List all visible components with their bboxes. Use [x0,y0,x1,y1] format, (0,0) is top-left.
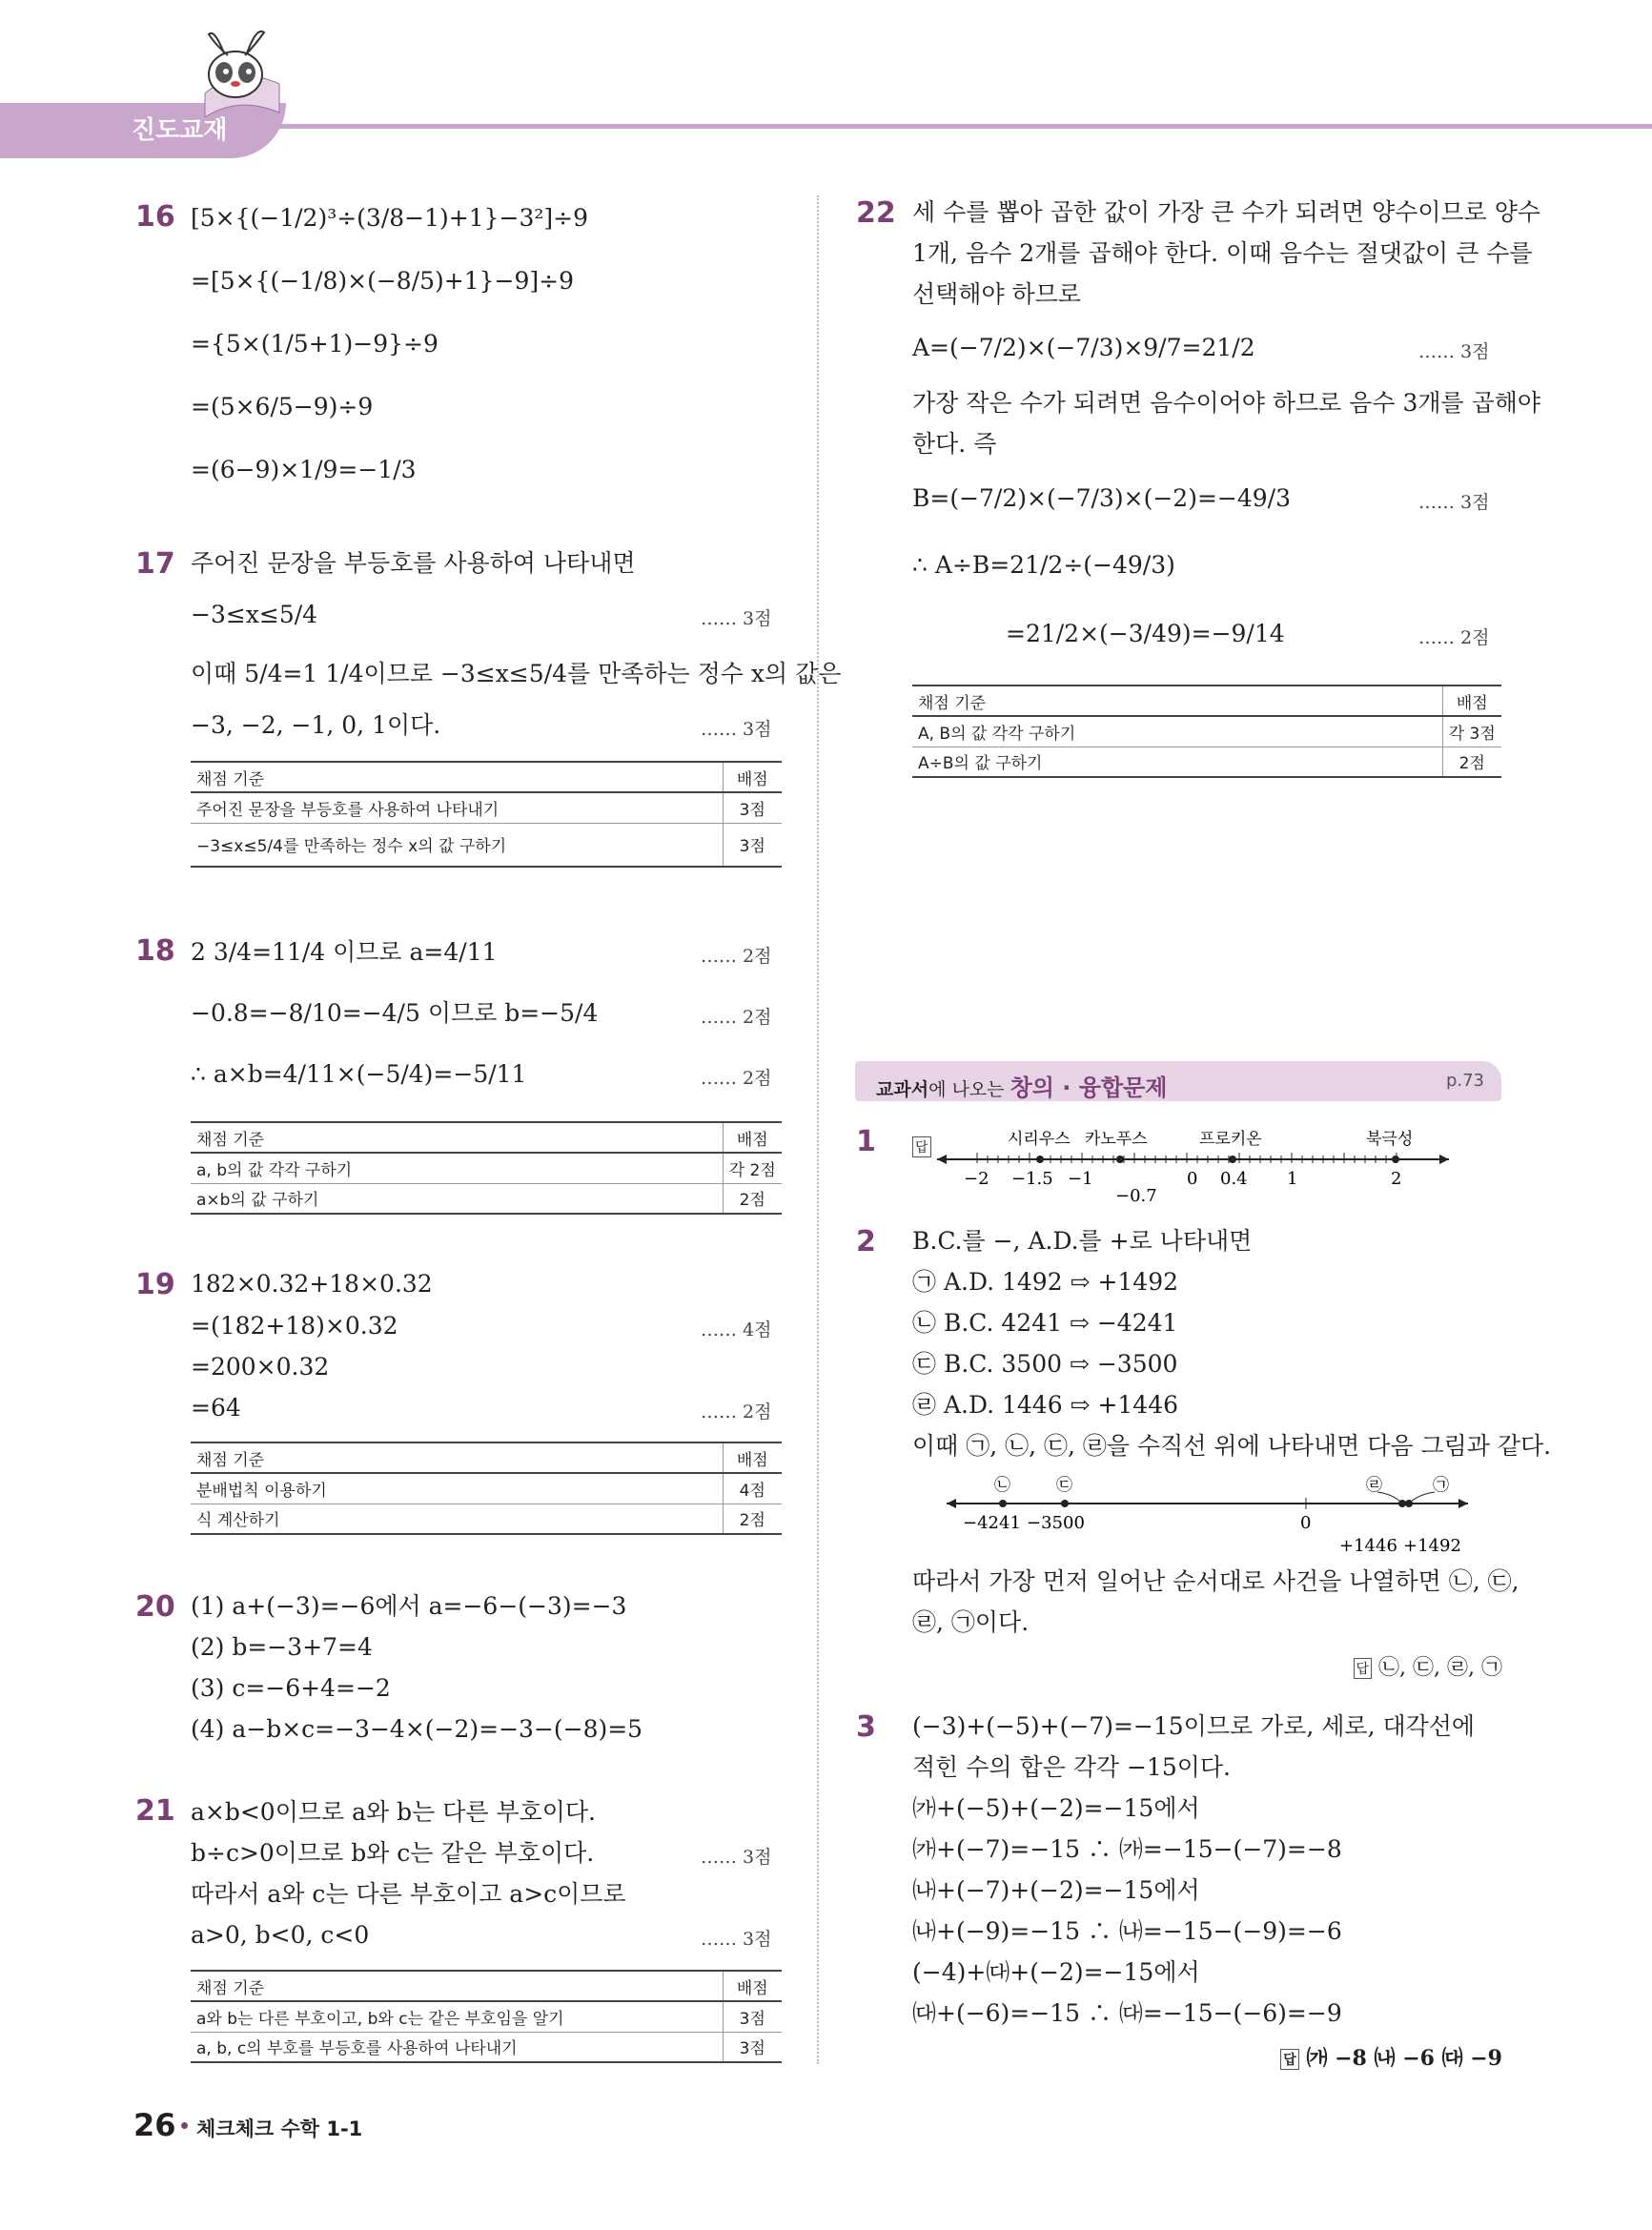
solution-line: A=(−7/2)×(−7/3)×9/7=21/2 [912,334,1255,361]
solution-line: (−3)+(−5)+(−7)=−15이므로 가로, 세로, 대각선에 [912,1712,1476,1740]
points: …… 2점 [701,1007,772,1028]
solution-line: =[5×{(−1/8)×(−8/5)+1}−9]÷9 [191,267,575,295]
label-polaris: 북극성 [1366,1130,1414,1149]
solution-line: ㈎+(−7)=−15 ∴ ㈎=−15−(−7)=−8 [912,1835,1342,1863]
table-cell: −3≤x≤5/4를 만족하는 정수 x의 값 구하기 [191,823,723,867]
tick-m1: −1 [1068,1169,1093,1189]
solution-line: 182×0.32+18×0.32 [191,1270,433,1298]
solution-line: (4) a−b×c=−3−4×(−2)=−3−(−8)=5 [191,1715,643,1743]
table-cell: 분배법칙 이용하기 [191,1473,723,1504]
table-cell: 각 3점 [1442,716,1501,747]
solution-line: (2) b=−3+7=4 [191,1633,373,1661]
section-banner [855,1061,1501,1101]
table-header: 채점 기준 [191,1122,723,1153]
solution-line: 이때 ㉠, ㉡, ㉢, ㉣을 수직선 위에 나타내면 다음 그림과 같다. [912,1432,1552,1460]
footer-bullet [181,2122,188,2129]
points: …… 3점 [1418,341,1490,362]
solution-line: −0.8=−8/10=−4/5 이므로 b=−5/4 [191,999,599,1027]
solution-line: ㈎+(−5)+(−2)=−15에서 [912,1794,1200,1822]
table-cell: 4점 [723,1473,782,1504]
section-pre: 교과서 [876,1079,929,1100]
table-header: 배점 [723,762,782,792]
table-cell: 각 2점 [723,1153,782,1183]
solution-line: −3≤x≤5/4 [191,601,318,628]
val-0: 0 [1300,1513,1312,1533]
points: …… 3점 [701,608,772,629]
val-4241: −4241 [963,1513,1021,1533]
point-procyon [1229,1156,1236,1163]
solution-line: a>0, b<0, c<0 [191,1921,370,1949]
problem-number: 18 [135,934,175,968]
solution-line: 이때 5/4=1 1/4이므로 −3≤x≤5/4를 만족하는 정수 x의 값은 [191,660,842,687]
table-header: 채점 기준 [191,1442,723,1473]
number-line-q2 [939,1473,1473,1559]
mark-4: ㉣ [1366,1476,1382,1495]
solution-line: (3) c=−6+4=−2 [191,1674,391,1702]
answer-label: 답 [912,1136,931,1157]
table-cell: A÷B의 값 구하기 [912,747,1442,777]
tick-m2: −2 [964,1169,989,1189]
table-header: 채점 기준 [191,1971,723,2001]
val-1446: +1446 [1339,1536,1397,1556]
grading-table [191,1970,782,2063]
label-sirius: 시리우스 [1008,1130,1071,1149]
solution-line: a×b<0이므로 a와 b는 다른 부호이다. [191,1798,597,1826]
solution-line: =200×0.32 [191,1353,330,1381]
solution-line: ㈐+(−6)=−15 ∴ ㈐=−15−(−6)=−9 [912,1999,1342,2027]
solution-line: ㈏+(−9)=−15 ∴ ㈏=−15−(−9)=−6 [912,1917,1342,1945]
answer-text: ㉡, ㉢, ㉣, ㉠ [1378,1656,1502,1680]
tick-04: 0.4 [1220,1169,1248,1189]
table-header: 배점 [723,1122,782,1153]
section-mid: 에 나오는 [928,1079,1010,1100]
solution-line: ㉣, ㉠이다. [912,1608,1030,1636]
grading-table [912,685,1501,778]
solution-line: 세 수를 뽑아 곱한 값이 가장 큰 수가 되려면 양수이므로 양수 [912,198,1541,226]
answer-label: 답 [1280,2049,1299,2070]
mascot-icon [195,27,281,117]
solution-line: 주어진 문장을 부등호를 사용하여 나타내면 [191,549,636,577]
table-cell: 3점 [723,2032,782,2062]
mark-1: ㉠ [1433,1476,1449,1495]
table-cell: a와 b는 다른 부호이고, b와 c는 같은 부호임을 알기 [191,2001,723,2032]
label-canopus: 카노푸스 [1085,1130,1148,1149]
problem-number: 21 [135,1794,175,1828]
solution-line: 적힌 수의 합은 각각 −15이다. [912,1753,1231,1781]
points: …… 2점 [701,1401,772,1422]
table-cell: 2점 [723,1183,782,1214]
solution-line: =(182+18)×0.32 [191,1312,398,1340]
table-header: 배점 [1442,685,1501,716]
point-polaris [1392,1156,1399,1163]
mark-2: ㉡ [994,1476,1010,1495]
problem-number: 22 [856,196,896,230]
table-cell: 2점 [723,1504,782,1534]
solution-line: ㉡ B.C. 4241 ⇨ −4241 [912,1309,1178,1337]
solution-line: −3, −2, −1, 0, 1이다. [191,711,441,739]
solution-line: ∴ A÷B=21/2÷(−49/3) [912,551,1175,579]
solution-line: =21/2×(−3/49)=−9/14 [1006,620,1285,647]
table-header: 배점 [723,1971,782,2001]
label-procyon: 프로키온 [1199,1130,1262,1149]
solution-line: [5×{(−1/2)³÷(3/8−1)+1}−3²]÷9 [191,204,589,232]
points: …… 3점 [701,1847,772,1868]
points: …… 2점 [701,1068,772,1089]
solution-line: ㉢ B.C. 3500 ⇨ −3500 [912,1350,1178,1378]
page-number: 26 [133,2107,176,2143]
solution-line: (−4)+㈐+(−2)=−15에서 [912,1958,1200,1986]
solution-line: ={5×(1/5+1)−9}÷9 [191,330,438,358]
solution-line: ∴ a×b=4/11×(−5/4)=−5/11 [191,1060,527,1088]
solution-line: ㉠ A.D. 1492 ⇨ +1492 [912,1268,1179,1296]
point-canopus [1116,1156,1124,1163]
solution-line: =(5×6/5−9)÷9 [191,393,374,420]
problem-number: 17 [135,547,175,581]
solution-line: (1) a+(−3)=−6에서 a=−6−(−3)=−3 [191,1592,627,1620]
answer-label: 답 [1354,1658,1373,1679]
grading-table [191,1121,782,1215]
table-header: 배점 [723,1442,782,1473]
val-1492: +1492 [1403,1536,1461,1556]
tick-2: 2 [1391,1169,1402,1189]
grading-table [191,1442,782,1535]
solution-line: ㈏+(−7)+(−2)=−15에서 [912,1876,1200,1904]
footer-title: 체크체크 수학 1-1 [196,2117,363,2140]
tick-m07: −0.7 [1115,1186,1157,1206]
final-answer [1280,2042,1502,2072]
solution-line: b÷c>0이므로 b와 c는 같은 부호이다. [191,1839,595,1867]
table-cell: a, b의 값 각각 구하기 [191,1153,723,1183]
section-page: p.73 [1445,1071,1484,1091]
points: …… 3점 [1418,492,1490,513]
solution-line: 따라서 a와 c는 다른 부호이고 a>c이므로 [191,1880,626,1908]
table-cell: a×b의 값 구하기 [191,1183,723,1214]
table-cell: 3점 [723,823,782,867]
tick-1: 1 [1287,1169,1298,1189]
table-header: 채점 기준 [191,762,723,792]
solution-line: 1개, 음수 2개를 곱해야 한다. 이때 음수는 절댓값이 큰 수를 [912,239,1533,267]
column-divider [817,195,819,2064]
problem-number: 2 [856,1225,876,1258]
mark-3: ㉢ [1056,1476,1072,1495]
solution-line: 따라서 가장 먼저 일어난 순서대로 사건을 나열하면 ㉡, ㉢, [912,1567,1519,1595]
points: …… 3점 [701,719,772,740]
points: …… 2점 [1418,627,1490,648]
table-cell: 식 계산하기 [191,1504,723,1534]
problem-number: 19 [135,1268,175,1301]
header-label: 진도교재 [132,116,228,145]
points: …… 4점 [701,1320,772,1340]
solution-line: =(6−9)×1/9=−1/3 [191,456,417,483]
final-answer [1354,1651,1503,1681]
table-cell: 3점 [723,792,782,823]
problem-number: 16 [135,200,175,234]
solution-line: =64 [191,1394,241,1422]
tick-0: 0 [1187,1169,1198,1189]
number-line-q1 [929,1125,1463,1206]
solution-line: 가장 작은 수가 되려면 음수이어야 하므로 음수 3개를 곱해야 [912,389,1541,417]
grading-table [191,761,782,868]
problem-number: 3 [856,1710,876,1744]
tick-m15: −1.5 [1011,1169,1053,1189]
solution-line: ㉣ A.D. 1446 ⇨ +1446 [912,1391,1179,1419]
section-title: 창의 · 융합문제 [1010,1074,1168,1101]
table-cell: A, B의 값 각각 구하기 [912,716,1442,747]
val-3500: −3500 [1027,1513,1085,1533]
points: …… 3점 [701,1929,772,1950]
points: …… 2점 [701,946,772,967]
solution-line: 선택해야 하므로 [912,280,1081,308]
solution-line: B.C.를 −, A.D.를 +로 나타내면 [912,1227,1253,1255]
answer-text: ㈎ −8 ㈏ −6 ㈐ −9 [1306,2046,1502,2071]
table-cell: 주어진 문장을 부등호를 사용하여 나타내기 [191,792,723,823]
table-cell: 3점 [723,2001,782,2032]
problem-number: 1 [856,1125,876,1158]
solution-line: 한다. 즉 [912,430,997,458]
point-sirius [1036,1156,1044,1163]
problem-number: 20 [135,1590,175,1624]
solution-line: 2 3/4=11/4 이므로 a=4/11 [191,938,498,966]
table-cell: 2점 [1442,747,1501,777]
solution-line: B=(−7/2)×(−7/3)×(−2)=−49/3 [912,484,1291,512]
table-header: 채점 기준 [912,685,1442,716]
section-title-prefix [876,1069,1168,1102]
table-cell: a, b, c의 부호를 부등호를 사용하여 나타내기 [191,2032,723,2062]
